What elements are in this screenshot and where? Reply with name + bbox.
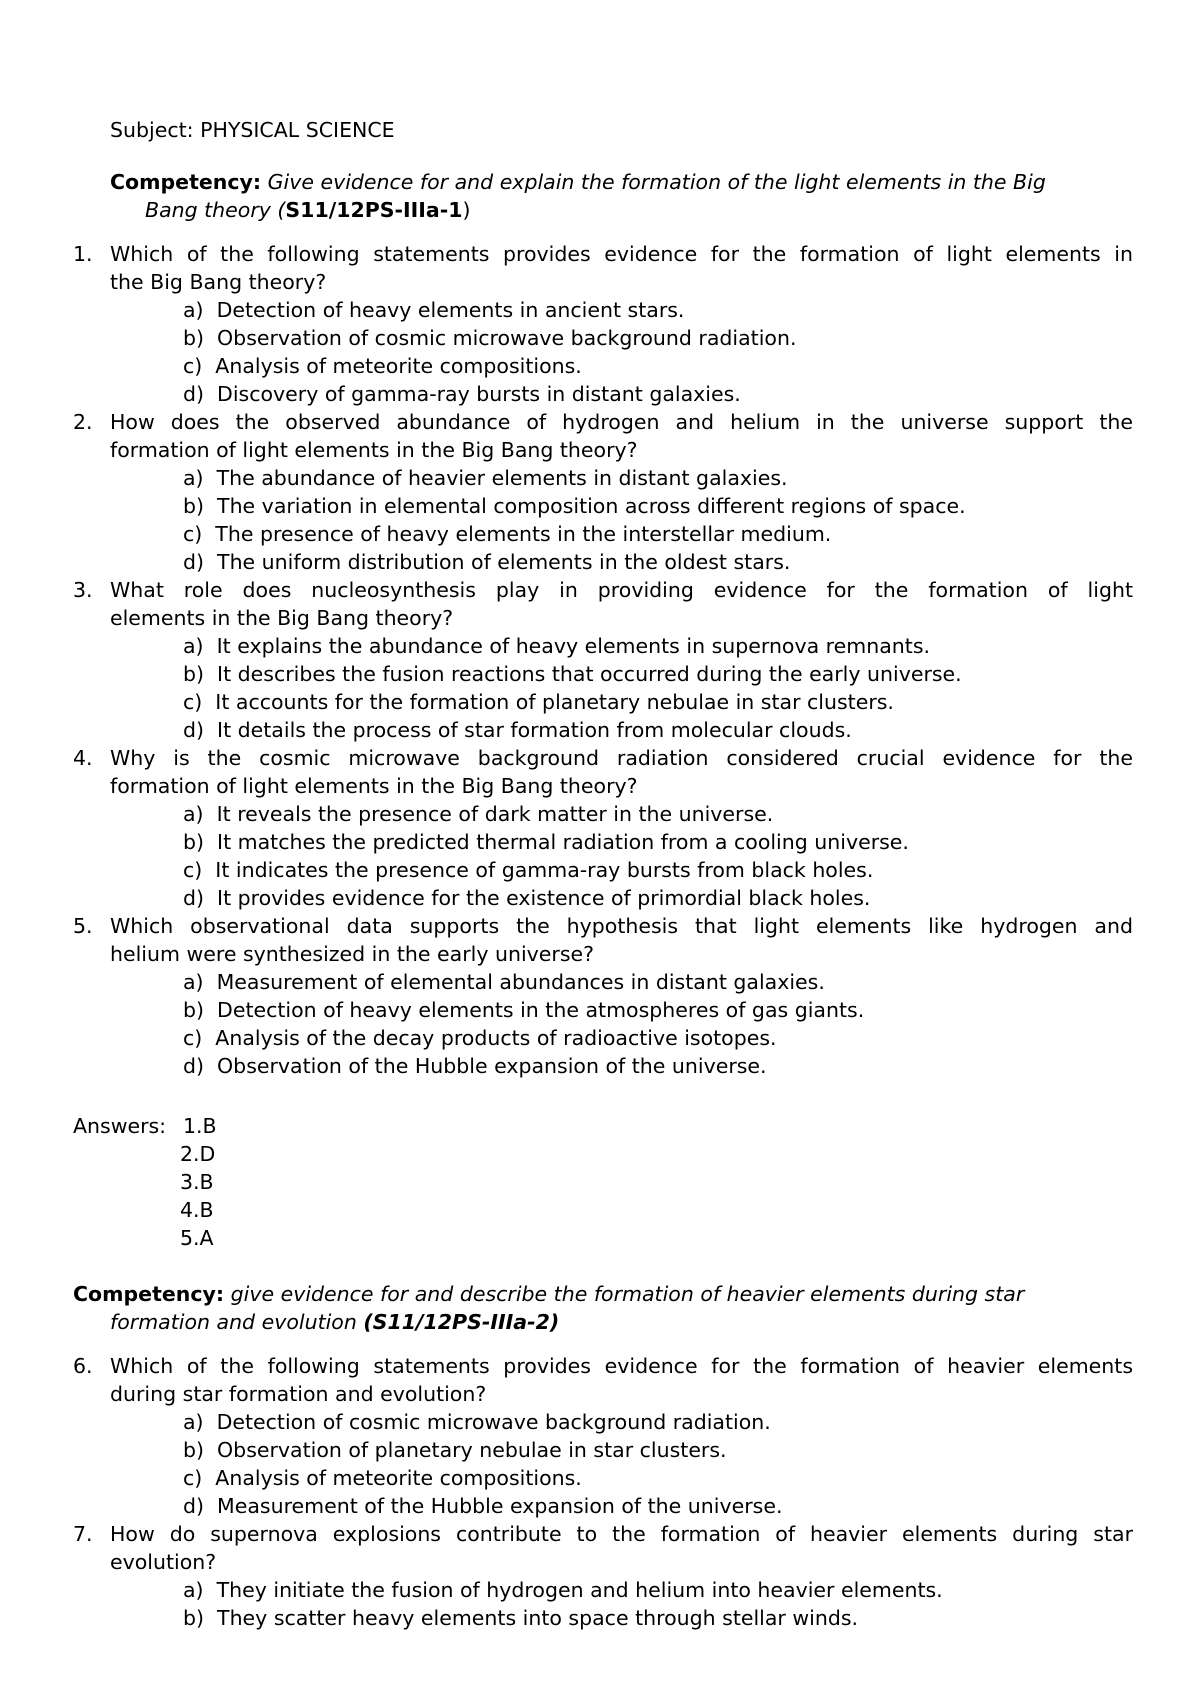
question-text: Why is the cosmic microwave background radiation considered crucial evidence for the [110,746,1133,770]
question-number: 2. [73,410,93,434]
answer-key-item: 3.B [180,1170,214,1194]
answer-option: a) The abundance of heavier elements in distant galaxies. [183,466,788,490]
answer-option: d) Discovery of gamma-ray bursts in distant galaxies. [183,382,741,406]
answer-option: c) Analysis of meteorite compositions. [183,354,582,378]
question-text: formation of light elements in the Big Bang theory? [110,774,638,798]
answer-option: d) Observation of the Hubble expansion of the universe. [183,1054,767,1078]
question-text: helium were synthesized in the early universe? [110,942,595,966]
answer-option: a) Detection of cosmic microwave background radiation. [183,1410,771,1434]
question-text: Which of the following statements provides evidence for the formation of light elements in [110,242,1133,266]
question-number: 4. [73,746,93,770]
answer-option: a) It reveals the presence of dark matter in the universe. [183,802,774,826]
question-text: How do supernova explosions contribute to the formation of heavier elements during star [110,1522,1133,1546]
question-text: the Big Bang theory? [110,270,327,294]
answer-option: c) Analysis of the decay products of radioactive isotopes. [183,1026,777,1050]
competency-2-text: give evidence for and describe the formation of heavier elements during star [230,1282,1025,1306]
answer-option: d) It details the process of star formation from molecular clouds. [183,718,852,742]
answer-key-item: 5.A [180,1226,214,1250]
competency-1-close: ) [462,198,471,222]
answers-label: Answers: [73,1114,167,1138]
competency-1-label: Competency: [110,170,262,194]
question-number: 6. [73,1354,93,1378]
question-text: formation of light elements in the Big Bang theory? [110,438,638,462]
competency-2-line-1 [73,1280,1024,1308]
question-number: 5. [73,914,93,938]
answer-option: b) The variation in elemental composition across different regions of space. [183,494,966,518]
competency-1-line-2 [145,196,471,224]
competency-2-code: (S11/12PS-IIIa-2) [363,1310,560,1334]
answer-key-item: 2.D [180,1142,216,1166]
question-text: Which of the following statements provides evidence for the formation of heavier elements [110,1354,1133,1378]
answer-option: c) The presence of heavy elements in the interstellar medium. [183,522,832,546]
subject-label: Subject: [110,118,194,142]
answer-option: a) They initiate the fusion of hydrogen and helium into heavier elements. [183,1578,943,1602]
competency-2-label: Competency: [73,1282,225,1306]
competency-2-line-2 [110,1308,559,1336]
answer-option: a) Measurement of elemental abundances in distant galaxies. [183,970,825,994]
question-text: during star formation and evolution? [110,1382,487,1406]
answer-option: a) Detection of heavy elements in ancient stars. [183,298,685,322]
competency-1-text-cont: Bang theory ( [145,198,286,222]
competency-1-code: S11/12PS-IIIa-1 [285,198,463,222]
answer-option: c) It indicates the presence of gamma-ray bursts from black holes. [183,858,874,882]
answer-option: d) It provides evidence for the existence of primordial black holes. [183,886,871,910]
subject-value: PHYSICAL SCIENCE [200,118,395,142]
answer-key-item: 1.B [183,1114,217,1138]
question-text: elements in the Big Bang theory? [110,606,454,630]
answer-option: b) It describes the fusion reactions that occurred during the early universe. [183,662,962,686]
answer-option: a) It explains the abundance of heavy elements in supernova remnants. [183,634,931,658]
question-text: What role does nucleosynthesis play in providing evidence for the formation of light [110,578,1133,602]
answer-option: b) Observation of planetary nebulae in star clusters. [183,1438,727,1462]
question-number: 7. [73,1522,93,1546]
subject-line [110,116,395,144]
competency-1-line-1 [110,168,1046,196]
answer-option: b) Detection of heavy elements in the atmospheres of gas giants. [183,998,865,1022]
answer-option: b) It matches the predicted thermal radiation from a cooling universe. [183,830,909,854]
question-text: Which observational data supports the hypothesis that light elements like hydrogen and [110,914,1133,938]
answer-option: d) Measurement of the Hubble expansion of the universe. [183,1494,783,1518]
answer-option: c) Analysis of meteorite compositions. [183,1466,582,1490]
answer-option: d) The uniform distribution of elements in the oldest stars. [183,550,791,574]
question-number: 3. [73,578,93,602]
answer-key-item: 4.B [180,1198,214,1222]
answer-option: b) Observation of cosmic microwave background radiation. [183,326,797,350]
answer-option: c) It accounts for the formation of planetary nebulae in star clusters. [183,690,894,714]
competency-2-text-cont: formation and evolution [110,1310,357,1334]
question-number: 1. [73,242,93,266]
answer-option: b) They scatter heavy elements into space through stellar winds. [183,1606,859,1630]
question-text: How does the observed abundance of hydrogen and helium in the universe support the [110,410,1133,434]
question-text: evolution? [110,1550,217,1574]
competency-1-text: Give evidence for and explain the formation of the light elements in the Big [267,170,1046,194]
